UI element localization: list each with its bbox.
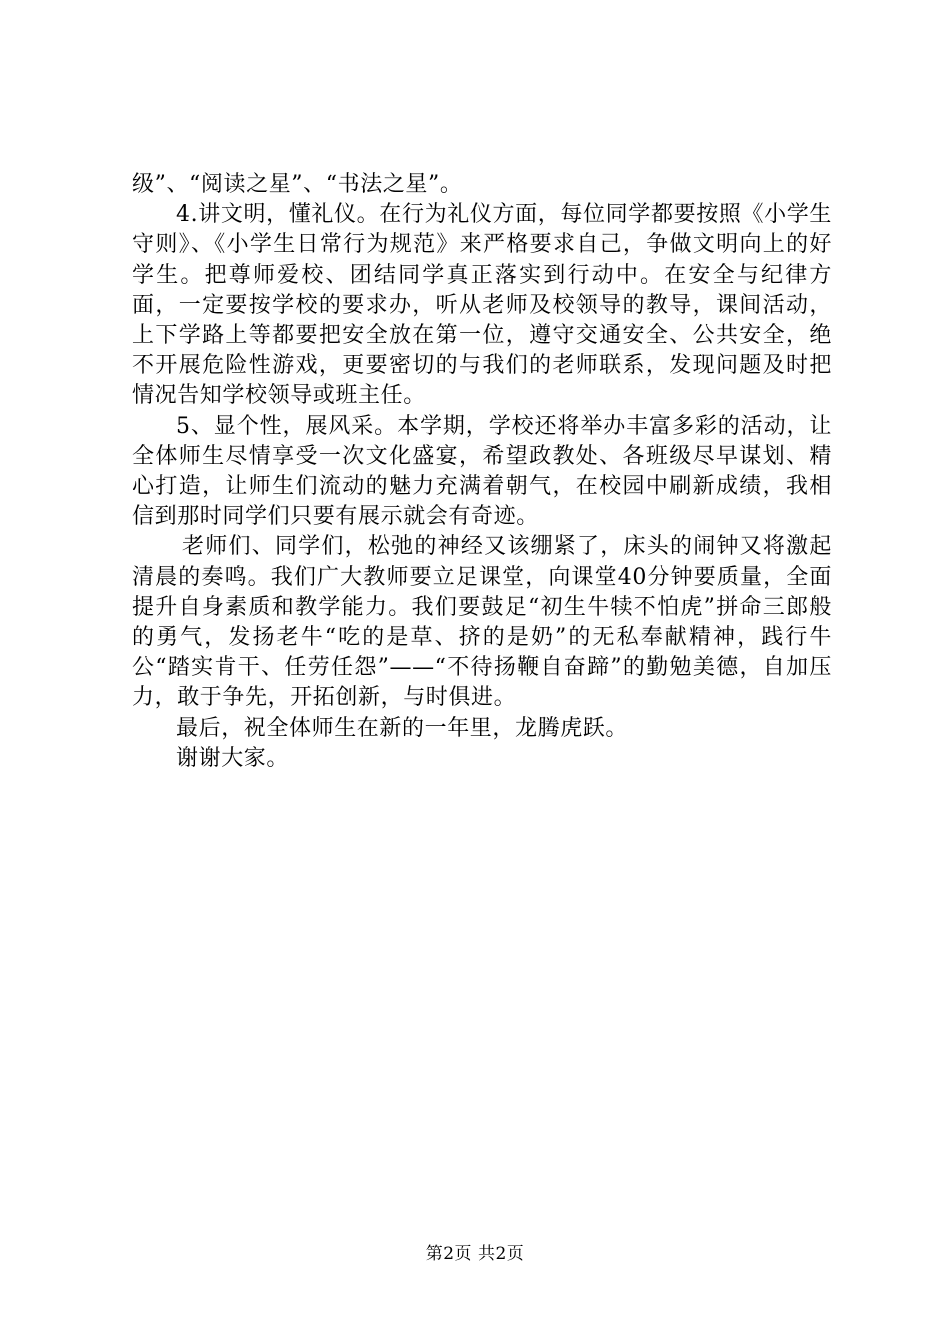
paragraph-closing-wish: 最后，祝全体师生在新的一年里，龙腾虎跃。 — [176, 715, 629, 741]
paragraph-continuation: 级”、“阅读之星”、“书法之星”。 — [132, 172, 463, 197]
document-body — [132, 170, 832, 774]
paragraph-teachers-students: 老师们、同学们，松弛的神经又该绷紧了，床头的闹钟又将激起清晨的奏鸣。我们广大教师要立足课堂，向课堂40分钟要质量，全面提升自身素质和教学能力。我们要鼓足“初生牛犊不怕虎”拼命三郎般的勇气，发扬老牛“吃的是草、挤的是奶”的无私奉献精神，践行牛公“踏实肯干、任劳任怨”——“不待扬鞭自奋蹄”的勤勉美德，自加压力，敢于争先，开拓创新，与时俱进。 — [132, 534, 832, 711]
paragraph-item-5: 5、显个性，展风采。本学期，学校还将举办丰富多彩的活动，让全体师生尽情享受一次文化盛宴，希望政教处、各班级尽早谋划、精心打造，让师生们流动的魅力充满着朝气，在校园中刷新成绩，我相信到那时同学们只要有展示就会有奇迹。 — [132, 413, 832, 530]
paragraph-thanks: 谢谢大家。 — [176, 745, 290, 771]
paragraph-item-4: 4.讲文明，懂礼仪。在行为礼仪方面，每位同学都要按照《小学生守则》、《小学生日常行为规范》来严格要求自己，争做文明向上的好学生。把尊师爱校、团结同学真正落实到行动中。在安全与纪律方面，一定要按学校的要求办，听从老师及校领导的教导，课间活动，上下学路上等都要把安全放在第一位，遵守交通安全、公共安全，绝不开展危险性游戏，更要密切的与我们的老师联系，发现问题及时把情况告知学校领导或班主任。 — [132, 202, 832, 409]
page-number-footer: 第2页 共2页 — [425, 1244, 525, 1264]
